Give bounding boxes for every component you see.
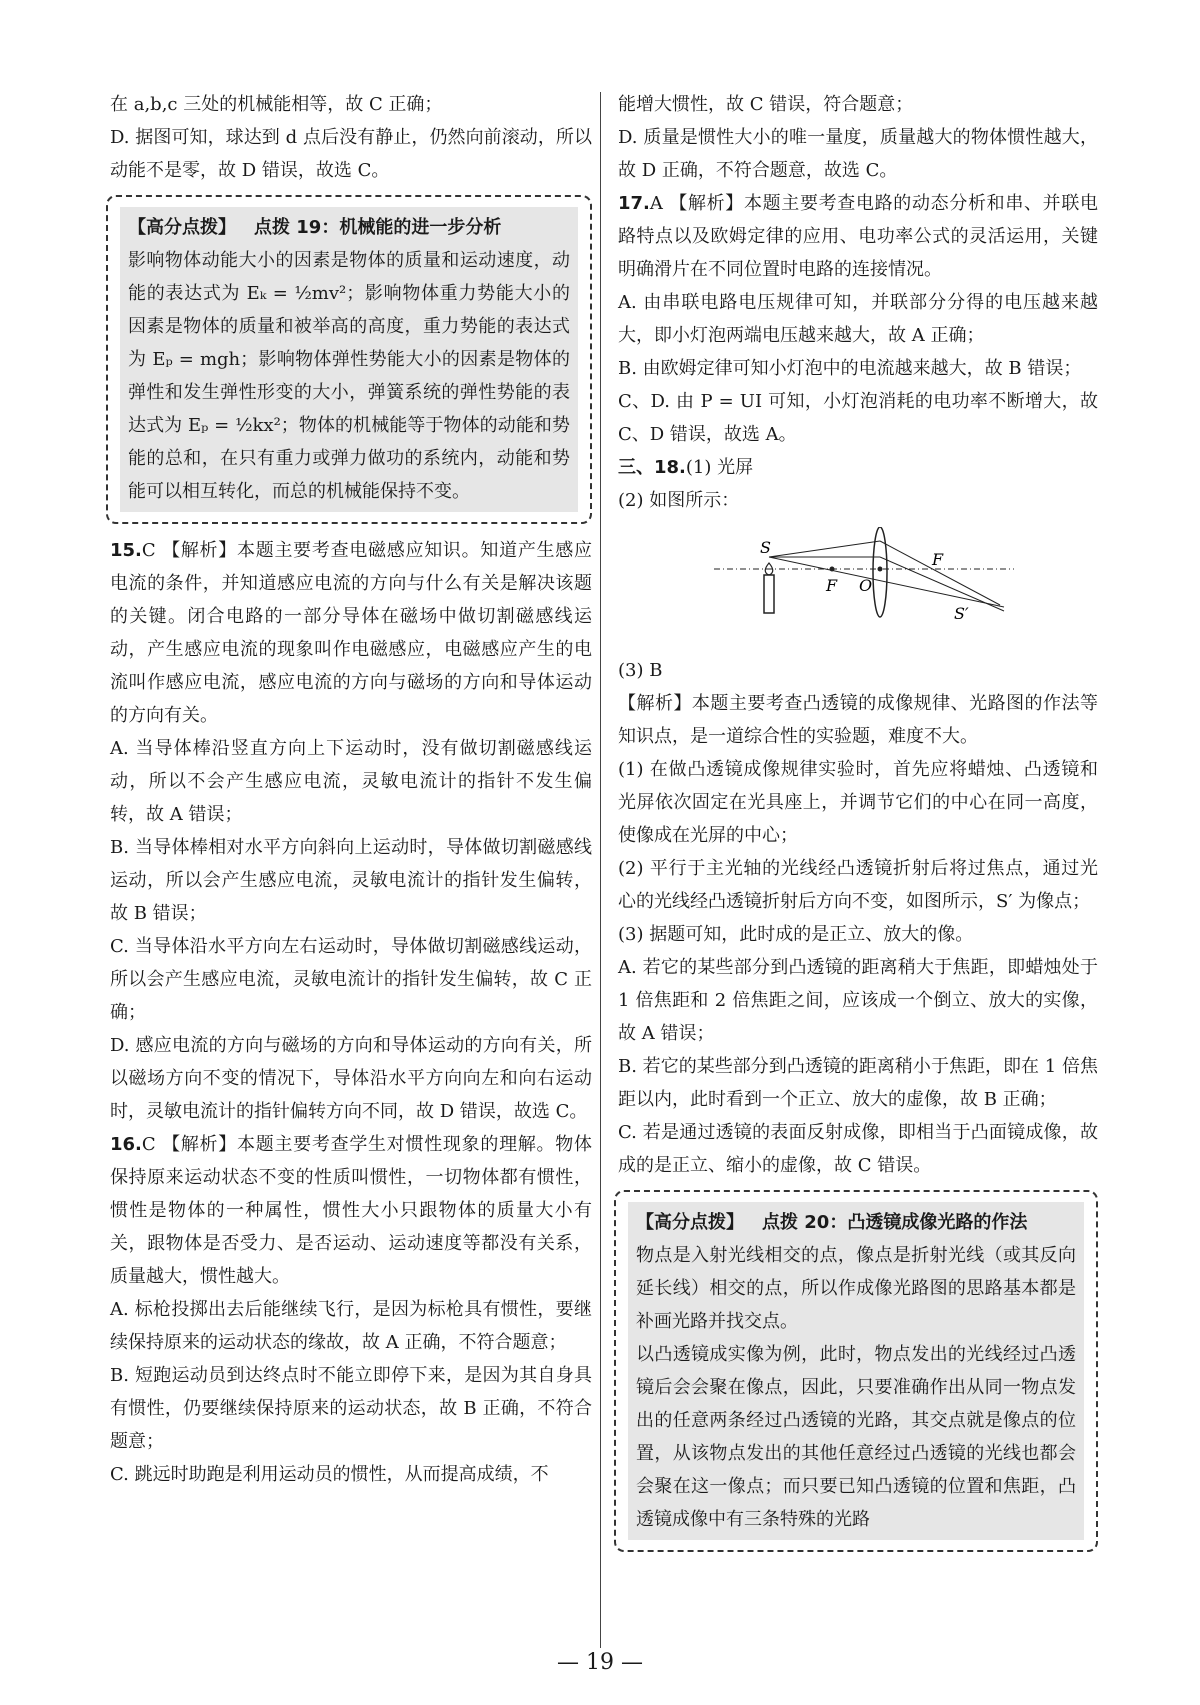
tip-20-title: 点拨 20：凸透镜成像光路的作法 bbox=[762, 1212, 1028, 1233]
question-17-number: 17. bbox=[618, 193, 650, 214]
q16-continued-1: 能增大惯性，故 C 错误，符合题意； bbox=[618, 94, 914, 115]
q16-option-c: C. 跳远时助跑是利用运动员的惯性，从而提高成绩，不 bbox=[110, 1464, 549, 1485]
tip-20-label: 【高分点拨】 bbox=[636, 1212, 744, 1233]
question-17-head: A 【解析】本题主要考查电路的动态分析和串、并联电路特点以及欧姆定律的应用、电功率公式的灵活运用，关键明确滑片在不同位置时电路的连接情况。 bbox=[618, 193, 1098, 280]
left-column bbox=[110, 88, 592, 1491]
label-f-left: F bbox=[826, 576, 838, 595]
label-f-right: F bbox=[932, 550, 944, 569]
label-o: O bbox=[859, 576, 873, 595]
tip-box-19-content bbox=[120, 207, 578, 512]
q18-analysis-1: 【解析】本题主要考查凸透镜的成像规律、光路图的作法等知识点，是一道综合性的实验题，难度不大。 bbox=[618, 693, 1098, 747]
q16-option-b: B. 短跑运动员到达终点时不能立即停下来，是因为其自身具有惯性，仍要继续保持原来的运动状态，故 B 正确，不符合题意； bbox=[110, 1365, 592, 1452]
q17-option-cd: C、D. 由 P = UI 可知，小灯泡消耗的电功率不断增大，故 C、D 错误，故选 A。 bbox=[618, 391, 1098, 445]
question-18 bbox=[618, 451, 1098, 484]
tip-20-body-2: 以凸透镜成实像为例，此时，物点发出的光线经过凸透镜后会会聚在像点，因此，只要准确作出从同一物点发出的任意两条经过凸透镜的光路，其交点就是像点的位置，从该物点发出的其他任意经过凸透镜的光线也都会会聚在这一像点；而只要已知凸透镜的位置和焦距，凸透镜成像中有三条特殊的光路 bbox=[636, 1344, 1076, 1530]
question-16-number: 16. bbox=[110, 1134, 142, 1155]
right-column bbox=[618, 88, 1098, 1562]
q15-option-d: D. 感应电流的方向与磁场的方向和导体运动的方向有关，所以磁场方向不变的情况下，导体沿水平方向向左和向右运动时，灵敏电流计的指针偏转方向不同，故 D 错误，故选 C。 bbox=[110, 1035, 592, 1122]
question-15 bbox=[110, 534, 592, 732]
q18-analysis-5: A. 若它的某些部分到凸透镜的距离稍大于焦距，即蜡烛处于 1 倍焦距和 2 倍焦距之间，应该成一个倒立、放大的实像，故 A 错误； bbox=[618, 957, 1098, 1044]
q18-answer-2: (2) 如图所示： bbox=[618, 490, 740, 511]
tip-19-title: 点拨 19：机械能的进一步分析 bbox=[254, 217, 502, 238]
lens-ray-diagram bbox=[714, 527, 1014, 637]
q15-option-b: B. 当导体棒相对水平方向斜向上运动时，导体做切割磁感线运动，所以会产生感应电流，灵敏电流计的指针发生偏转，故 B 错误； bbox=[110, 837, 592, 924]
tip-20-heading bbox=[636, 1206, 1076, 1239]
tip-box-20-content bbox=[628, 1202, 1084, 1540]
question-15-head: C 【解析】本题主要考查电磁感应知识。知道产生感应电流的条件，并知道感应电流的方向与什么有关是解决该题的关键。闭合电路的一部分导体在磁场中做切割磁感线运动，产生感应电流的现象叫作电磁感应，电磁感应产生的电流叫作感应电流，感应电流的方向与磁场的方向和导体运动的方向有关。 bbox=[110, 540, 592, 726]
label-s-image: S′ bbox=[954, 604, 969, 623]
q18-answer-1: (1) 光屏 bbox=[685, 457, 754, 478]
tip-19-heading bbox=[128, 211, 570, 244]
q18-analysis-6: B. 若它的某些部分到凸透镜的距离稍小于焦距，即在 1 倍焦距以内，此时看到一个正立、放大的虚像，故 B 正确； bbox=[618, 1056, 1098, 1110]
intro-line-1: 在 a,b,c 三处的机械能相等，故 C 正确； bbox=[110, 94, 443, 115]
tip-19-body: 影响物体动能大小的因素是物体的质量和运动速度，动能的表达式为 Eₖ = ½mv²；影响物体重力势能大小的因素是物体的质量和被举高的高度，重力势能的表达式为 Eₚ = mgh；影响物体弹性势能大小的因素是物体的弹性和发生弹性形变的大小，弹簧系统的弹性势能的表达式为 Eₚ = ½kx²；物体的机械能等于物体的动能和势能的总和，在只有重力或弹力做功的系统内，动能和势能可以相互转化，而总的机械能保持不变。 bbox=[128, 250, 570, 502]
question-17 bbox=[618, 187, 1098, 286]
tip-20-body-1: 物点是入射光线相交的点，像点是折射光线（或其反向延长线）相交的点，所以作成像光路图的思路基本都是补画光路并找交点。 bbox=[636, 1245, 1076, 1332]
tip-box-20 bbox=[614, 1190, 1098, 1552]
optical-center bbox=[878, 567, 883, 572]
convex-lens bbox=[873, 527, 887, 617]
q18-analysis-4: (3) 据题可知，此时成的是正立、放大的像。 bbox=[618, 924, 974, 945]
question-16-head: C 【解析】本题主要考查学生对惯性现象的理解。物体保持原来运动状态不变的性质叫惯性，一切物体都有惯性，惯性是物体的一种属性，惯性大小只跟物体的质量大小有关，跟物体是否受力、是否运动、运动速度等都没有关系，质量越大，惯性越大。 bbox=[110, 1134, 592, 1287]
question-16 bbox=[110, 1128, 592, 1293]
label-s: S bbox=[760, 538, 771, 557]
intro-line-2: D. 据图可知，球达到 d 点后没有静止，仍然向前滚动，所以动能不是零，故 D 错误，故选 C。 bbox=[110, 127, 592, 181]
q18-analysis-3: (2) 平行于主光轴的光线经凸透镜折射后将过焦点，通过光心的光线经凸透镜折射后方向不变，如图所示，S′ 为像点； bbox=[618, 858, 1098, 912]
candle bbox=[764, 575, 774, 613]
q15-option-a: A. 当导体棒沿竖直方向上下运动时，没有做切割磁感线运动，所以不会产生感应电流，灵敏电流计的指针不发生偏转，故 A 错误； bbox=[110, 738, 592, 825]
q18-analysis-2: (1) 在做凸透镜成像规律实验时，首先应将蜡烛、凸透镜和光屏依次固定在光具座上，并调节它们的中心在同一高度，使像成在光屏的中心； bbox=[618, 759, 1098, 846]
tip-box-19 bbox=[106, 195, 592, 524]
tip-19-label: 【高分点拨】 bbox=[128, 217, 236, 238]
question-18-number: 三、18. bbox=[618, 457, 686, 478]
q16-option-a: A. 标枪投掷出去后能继续飞行，是因为标枪具有惯性，要继续保持原来的运动状态的缘故，故 A 正确，不符合题意； bbox=[110, 1299, 592, 1353]
column-divider bbox=[600, 92, 601, 1648]
focal-point-left bbox=[830, 567, 835, 572]
ray-focal bbox=[769, 541, 880, 557]
q18-analysis-7: C. 若是通过透镜的表面反射成像，即相当于凸面镜成像，故成的是正立、缩小的虚像，故 C 错误。 bbox=[618, 1122, 1098, 1176]
q18-answer-3: (3) B bbox=[618, 660, 663, 681]
question-15-number: 15. bbox=[110, 540, 142, 561]
q15-option-c: C. 当导体沿水平方向左右运动时，导体做切割磁感线运动，所以会产生感应电流，灵敏电流计的指针发生偏转，故 C 正确； bbox=[110, 936, 592, 1023]
q17-option-b: B. 由欧姆定律可知小灯泡中的电流越来越大，故 B 错误； bbox=[618, 358, 1082, 379]
page-number: — 19 — bbox=[557, 1650, 643, 1675]
q17-option-a: A. 由串联电路电压规律可知，并联部分分得的电压越来越大，即小灯泡两端电压越来越大，故 A 正确； bbox=[618, 292, 1098, 346]
q16-continued-2: D. 质量是惯性大小的唯一量度，质量越大的物体惯性越大，故 D 正确，不符合题意，故选 C。 bbox=[618, 127, 1098, 181]
